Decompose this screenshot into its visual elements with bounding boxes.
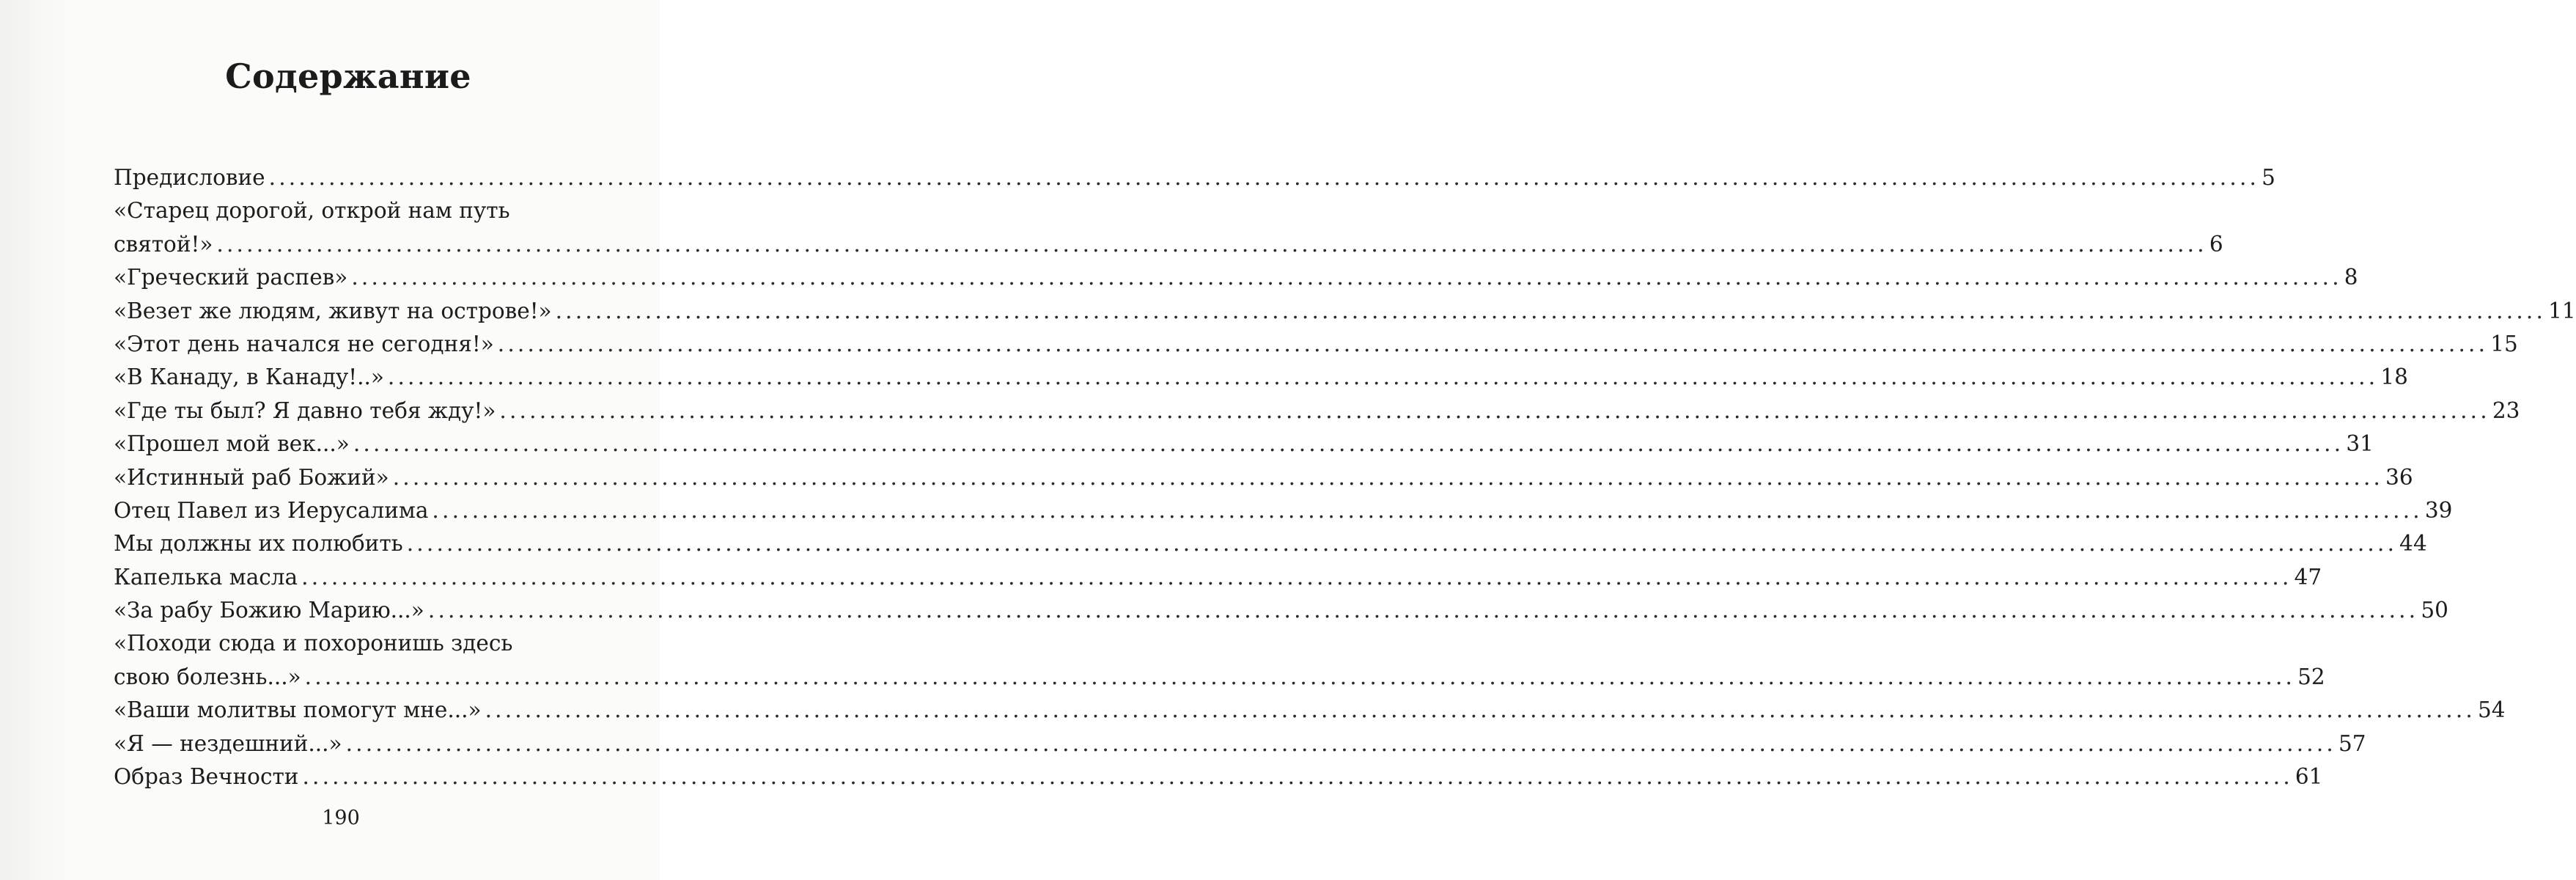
toc-entry-title: «Истинный раб Божий» xyxy=(114,464,389,490)
toc-entry xyxy=(114,428,2374,461)
dot-leader: ........................................................................................................................................................................................................ xyxy=(387,364,2379,390)
toc-entry xyxy=(114,727,2366,760)
toc-entry-page: 23 xyxy=(2492,397,2520,423)
toc-entry-title: «Походи сюда и похоронишь здесь xyxy=(114,631,513,656)
toc-entry xyxy=(114,328,2518,361)
toc-entry xyxy=(114,661,2325,694)
dot-leader: ........................................................................................................................................................................................................ xyxy=(216,231,2207,257)
toc-entry-title: Предисловие xyxy=(114,165,265,190)
dot-leader: ........................................................................................................................................................................................................ xyxy=(555,298,2547,323)
toc-entry xyxy=(114,627,577,660)
toc-entry-page: 5 xyxy=(2262,165,2275,190)
dot-leader: ........................................................................................................................................................................................................ xyxy=(304,664,2296,689)
dot-leader: ........................................................................................................................................................................................................ xyxy=(268,165,2260,190)
toc-entry-title: «Я — нездешний...» xyxy=(114,730,342,756)
toc-entry xyxy=(114,760,2323,793)
toc-entry-title: Образ Вечности xyxy=(114,764,299,790)
dot-leader: ........................................................................................................................................................................................................ xyxy=(499,397,2490,423)
table-of-contents xyxy=(114,161,2576,793)
toc-entry-title: Отец Павел из Иерусалима xyxy=(114,497,429,523)
toc-entry xyxy=(114,194,577,227)
toc-entry-page: 39 xyxy=(2424,497,2453,523)
toc-entry-title: «Греческий распев» xyxy=(114,265,348,290)
toc-entry-page: 54 xyxy=(2478,697,2506,723)
toc-entry-page: 6 xyxy=(2209,231,2223,257)
dot-leader: ........................................................................................................................................................................................................ xyxy=(406,531,2398,557)
dot-leader: ........................................................................................................................................................................................................ xyxy=(485,697,2476,723)
toc-entry-page: 47 xyxy=(2294,564,2322,590)
toc-entry-page: 57 xyxy=(2338,730,2366,756)
toc-entry-page: 8 xyxy=(2344,265,2358,290)
toc-entry-page: 11 xyxy=(2548,298,2576,323)
toc-entry xyxy=(114,395,2520,428)
toc-entry-page: 50 xyxy=(2421,598,2448,623)
toc-entry xyxy=(114,561,2322,594)
page-gutter-shadow xyxy=(0,0,81,880)
toc-entry-title: «За рабу Божию Марию...» xyxy=(114,598,424,623)
toc-entry xyxy=(114,461,2413,494)
dot-leader: ........................................................................................................................................................................................................ xyxy=(351,265,2342,290)
toc-entry-title: Капелька масла xyxy=(114,564,298,590)
dot-leader: ........................................................................................................................................................................................................ xyxy=(497,331,2489,356)
toc-entry xyxy=(114,261,2358,294)
toc-entry xyxy=(114,161,2275,194)
toc-entry-title: «Ваши молитвы помогут мне...» xyxy=(114,697,482,723)
toc-entry-title: «Прошел мой век...» xyxy=(114,431,350,457)
toc-entry-title: Мы должны их полюбить xyxy=(114,531,403,557)
toc-entry-page: 36 xyxy=(2385,464,2413,490)
toc-entry xyxy=(114,361,2408,394)
toc-entry-title: «Везет же людям, живут на острове!» xyxy=(114,298,552,323)
dot-leader: ........................................................................................................................................................................................................ xyxy=(353,431,2344,457)
page-number: 190 xyxy=(322,807,360,829)
toc-entry xyxy=(114,228,2223,261)
page-title: Содержание xyxy=(225,56,471,96)
dot-leader: ........................................................................................................................................................................................................ xyxy=(302,764,2293,790)
toc-entry-title: «Старец дорогой, открой нам путь xyxy=(114,198,510,224)
toc-entry-title: «Этот день начался не сегодня!» xyxy=(114,331,494,356)
dot-leader: ........................................................................................................................................................................................................ xyxy=(392,464,2384,490)
toc-entry-page: 15 xyxy=(2490,331,2518,356)
toc-entry-page: 18 xyxy=(2380,364,2408,390)
toc-entry xyxy=(114,527,2427,560)
toc-entry xyxy=(114,694,2506,727)
toc-entry-title: «В Канаду, в Канаду!..» xyxy=(114,364,384,390)
toc-entry-title: свою болезнь...» xyxy=(114,664,301,689)
toc-entry-page: 44 xyxy=(2399,531,2427,557)
toc-entry-page: 31 xyxy=(2346,431,2374,457)
toc-entry-page: 52 xyxy=(2297,664,2325,689)
toc-entry xyxy=(114,494,2453,527)
dot-leader: ........................................................................................................................................................................................................ xyxy=(427,598,2419,623)
dot-leader: ........................................................................................................................................................................................................ xyxy=(432,497,2423,523)
toc-entry xyxy=(114,594,2448,627)
toc-entry-title: святой!» xyxy=(114,231,213,257)
dot-leader: ........................................................................................................................................................................................................ xyxy=(301,564,2292,590)
toc-entry-title: «Где ты был? Я давно тебя жду!» xyxy=(114,397,496,423)
toc-entry xyxy=(114,295,2576,328)
toc-entry-page: 61 xyxy=(2295,764,2323,790)
dot-leader: ........................................................................................................................................................................................................ xyxy=(345,730,2337,756)
